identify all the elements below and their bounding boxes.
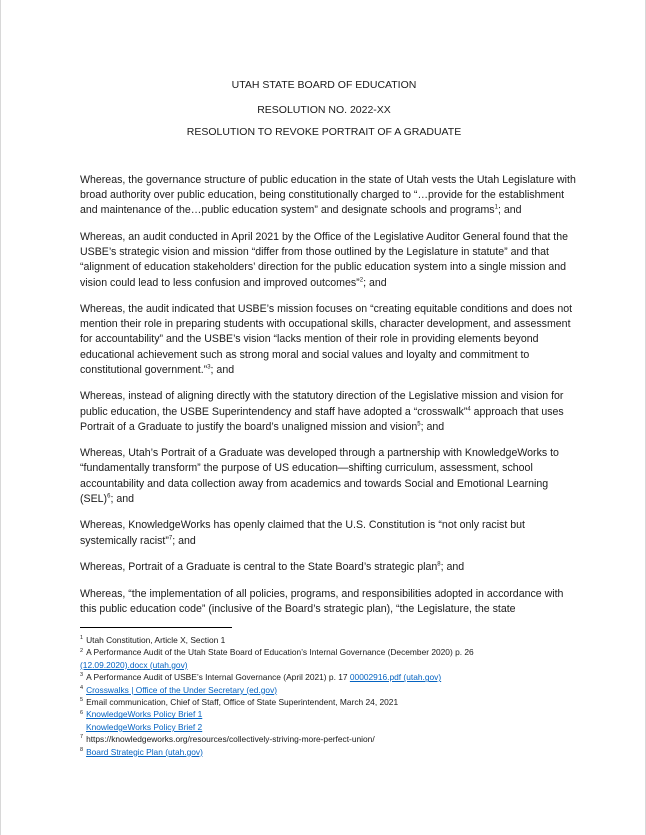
footnote-3-link[interactable]: 00002916.pdf (utah.gov): [349, 672, 442, 683]
footnote-ref: 6: [107, 493, 111, 500]
footnote-7: $^7$ https://knowledgeworks.org/resources/collectively-striving-more-perfect-union/: [80, 734, 375, 745]
footnote-4-link[interactable]: Crosswalks | Office of the Under Secretary (ed.gov): [86, 684, 278, 695]
footnote-6-link-2[interactable]: KnowledgeWorks Policy Brief 2: [86, 721, 203, 732]
footnote-8: $^8$ Board Strategic Plan (utah.gov): [80, 746, 203, 757]
footnote-ref: 4: [467, 406, 471, 412]
footnote-ref: 5: [417, 421, 421, 428]
footnote-6: $^6$ KnowledgeWorks Policy Brief 1: [80, 709, 203, 720]
paragraph-6: Whereas, KnowledgeWorks has openly claimed that the U.S. Constitution is “not only racist but systemically racist”$^7$; and: [80, 519, 525, 547]
paragraph-7: Whereas, Portrait of a Graduate is central to the State Board’s strategic plan$^8$; and: [80, 561, 465, 574]
footnote-ref: 1: [494, 204, 498, 211]
footnote-separator: [80, 627, 232, 628]
footnote-ref: 2: [359, 276, 364, 283]
footnote-2-link-line: [80, 659, 580, 671]
paragraph-8: Whereas, “the implementation of all policies, programs, and responsibilities adopted in accordance with this public education code” (inclusive of the Board’s strategic plan), “the Legislature, the state: [80, 587, 564, 615]
paragraph-5: Whereas, Utah’s Portrait of a Graduate was developed through a partnership with KnowledgeWorks to “fundamentally transform” the purpose of US education—shifting curriculum, assessment, school accountability and data collection away from academics and towards Social and Emotional Learning (SEL)$^6$; and: [80, 447, 559, 505]
paragraph-3: Whereas, the audit indicated that USBE’s mission focuses on “creating equitable conditions and does not mention their role in preparing students with occupational skills, character development, and assessment for accountability” and the USBE’s vision “lacks mention of their role in providing elements beyond educational achievement such as strong moral and social values and loyalty and commitment to constitutional government.”$^3$; and: [80, 303, 573, 376]
footnote-2: $^2$ A Performance Audit of the Utah State Board of Education’s Internal Governance (December 2020) p. 26: [80, 647, 474, 658]
footnote-5: $^5$ Email communication, Chief of Staff, Office of State Superintendent, March 24, 2021: [80, 697, 399, 708]
paragraph-1: Whereas, the governance structure of public education in the state of Utah vests the Utah Legislature with broad authority over public education, being constitutionally charged to “…provide for the establishment and maintenance of the…public education system” and designate schools and programs$^1$; and: [80, 174, 576, 217]
footnote-ref: 3: [207, 364, 211, 371]
resolution-number: RESOLUTION NO. 2022-XX: [257, 104, 391, 116]
org-heading: UTAH STATE BOARD OF EDUCATION: [231, 79, 417, 91]
paragraph-2: Whereas, an audit conducted in April 2021 by the Office of the Legislative Auditor General found that the USBE’s strategic vision and mission “differ from those outlined by the Legislature in statute” and that “alignment of education stakeholders’ direction for the public education system into a single mission and vision could lead to less confusion and improved outcomes”$^2$; and: [80, 230, 569, 289]
footnote-ref: 8: [437, 561, 441, 568]
resolution-title: RESOLUTION TO REVOKE PORTRAIT OF A GRADUATE: [186, 126, 462, 138]
footnote-ref: 7: [168, 535, 173, 542]
footnote-4: $^4$ Crosswalks | Office of the Under Secretary (ed.gov): [80, 684, 278, 695]
paragraph-4: Whereas, instead of aligning directly with the statutory direction of the Legislative mission and vision for public education, the USBE Superintendency and staff have adopted a “crosswalk”$^4$ approach that uses Portrait of a Graduate to justify the board’s unaligned mission and vision$^5$; and: [80, 390, 564, 433]
footnotes: [80, 634, 580, 758]
footnote-6-link-1[interactable]: KnowledgeWorks Policy Brief 1: [86, 709, 203, 720]
document-body: [80, 173, 576, 628]
footnote-8-link[interactable]: Board Strategic Plan (utah.gov): [86, 746, 203, 757]
footnote-6-second: [80, 721, 580, 733]
footnote-1: $^1$ Utah Constitution, Article X, Section 1: [80, 635, 226, 645]
footnote-3: $^3$ A Performance Audit of USBE’s Internal Governance (April 2021) p. 17 00002916.pdf (utah.gov): [80, 672, 442, 683]
footnote-2-link[interactable]: (12.09.2020).docx (utah.gov): [80, 659, 188, 670]
